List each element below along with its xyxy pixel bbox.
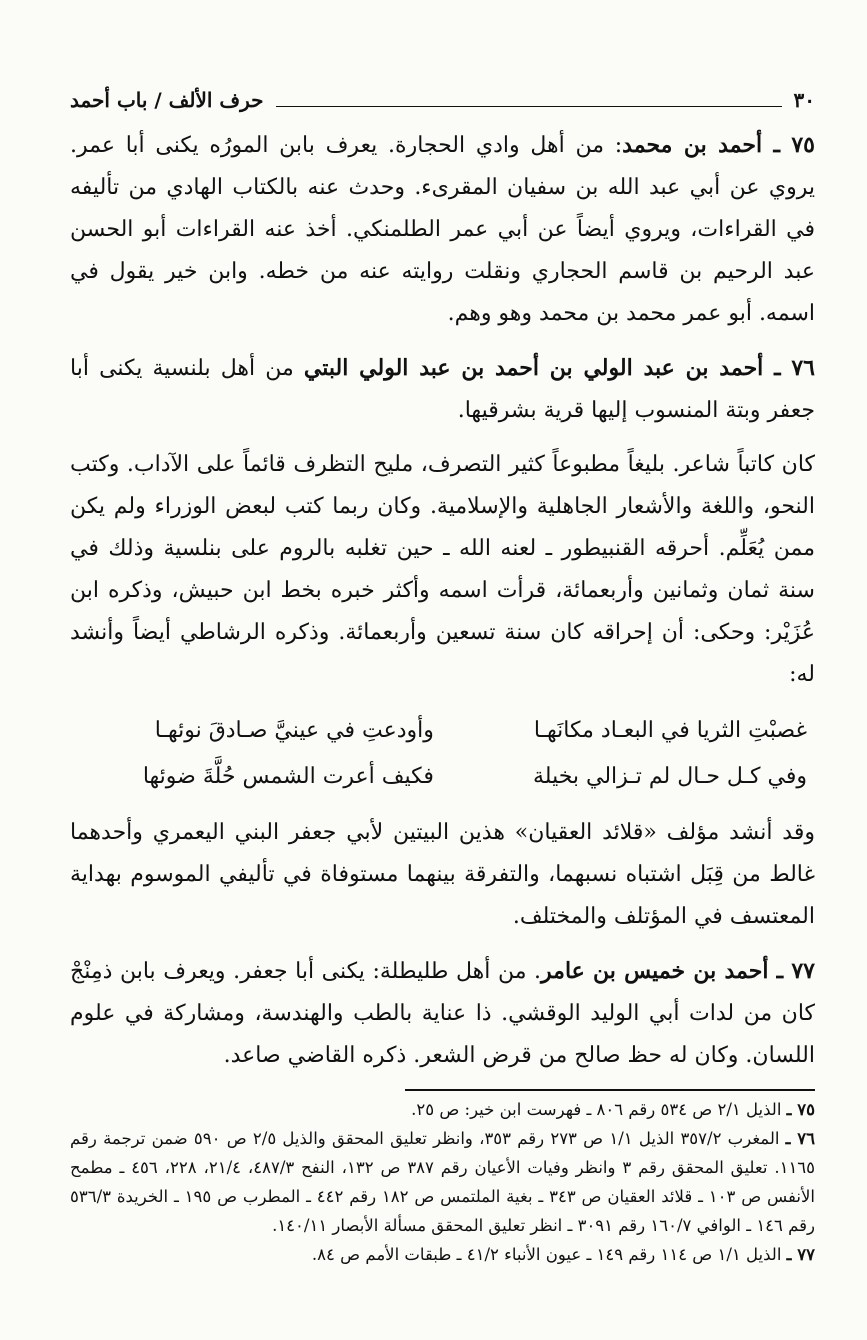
- page-number: ٣٠: [793, 88, 815, 112]
- entry-75: [70, 124, 815, 335]
- running-title: حرف الألف / باب أحمد: [70, 88, 264, 112]
- verse-first-hemistich: وفي كـل حـال لم تـزالي بخيلة: [532, 764, 807, 789]
- entry-text: من أهل بلنسية يكنى أبا جعفر وبتة المنسوب إليها قرية بشرقيها.: [70, 356, 815, 423]
- footnote-number: ٧٦ ـ: [785, 1129, 815, 1148]
- entry-text: : من أهل وادي الحجارة. يعرف بابن المورُه يكنى أبا عمر. يروي عن أبي عبد الله بن سفيان المقرىء. وحدث عنه بالكتاب الهادي من تأليفه في القراءات، ويروي أيضاً عن أبي عمر الطلمنكي. أخذ عنه القراءات أبو الحسن عبد الرحيم بن قاسم الحجاري ونقلت روايته عنه من خطه. وابن خير يقول في اسمه. أبو عمر محمد بن محمد وهو وهم.: [70, 133, 815, 326]
- entry-76: [70, 347, 815, 432]
- header-rule: [276, 106, 782, 107]
- entry-text: . من أهل طليطلة: يكنى أبا جعفر. ويعرف بابن ذمِنْجْ كان من لدات أبي الوليد الوقشي. ذا عناية بالطب والهندسة، ومشاركة في علوم اللسان. وكان له حظ صالح من قرض الشعر. ذكره القاضي صاعد.: [70, 959, 815, 1068]
- footnote-rule: [405, 1089, 815, 1091]
- footnote-number: ٧٧ ـ: [786, 1245, 815, 1264]
- footnote: [70, 1095, 815, 1124]
- page-header: [70, 82, 815, 118]
- entry-76-note: وقد أنشد مؤلف «قلائد العقيان» هذين البيتين لأبي جعفر البني اليعمري وأحدهما غالط من قِبَل اشتباه نسبهما، والتفرقة بينهما مستوفاة في تأليفي الموسوم بهداية المعتسف في المؤتلف والمختلف.: [70, 820, 815, 929]
- entry-76-paragraph: كان كاتباً شاعر. بليغاً مطبوعاً كثير التصرف، مليح التظرف قائماً على الآداب. وكتب النحو، واللغة والأشعار الجاهلية والإسلامية. وكان ربما كتب لبعض الوزراء ولم يكن ممن يُعَلِّم. أحرقه القنبيطور ـ لعنه الله ـ حين تغلبه بالروم على بنلسية وذلك في سنة ثمان وثمانين وأربعمائة، قرأت اسمه وأكثر خبره بخط ابن حبيش، وذكره ابن عُزَيْر: وحكى: أن إحراقه كان سنة تسعين وأربعمائة. وذكره الرشاطي أيضاً وأنشد له:: [70, 452, 815, 687]
- verse-second-hemistich: وأودعتِ في عينيَّ صـادقَ نوئهـا: [154, 718, 434, 743]
- entry-77: [70, 950, 815, 1077]
- entry-heading: ٧٦ ـ أحمد بن عبد الولي بن أحمد بن عبد الولي البتي: [303, 355, 815, 381]
- footnote-text: المغرب ٣٥٧/٢ الذيل ١/١ ص ٢٧٣ رقم ٣٥٣، وانظر تعليق المحقق والذيل ٢/٥ ص ٥٩٠ ضمن ترجمة رقم ١١٦٥. تعليق المحقق رقم ٣ وانظر وفيات الأعيان رقم ٣٨٧ ص ١٣٢، النفح ٤٨٧/٣، ٢١/٤، ٢٢٨، ٤٥٦ ـ مطمح الأنفس ص ١٠٣ ـ قلائد العقيان ص ٣٤٣ ـ بغية الملتمس ص ١٨٢ رقم ٤٤٢ ـ المطرب ص ١٩٥ ـ الخريدة ٥٣٦/٣ رقم ١٤٦ ـ الوافي ١٦٠/٧ رقم ٣٠٩١ ـ انظر تعليق المحقق مسألة الأبصار ١٤٠/١١.: [70, 1129, 816, 1235]
- poem-verse: [70, 754, 815, 800]
- poem: [70, 708, 815, 800]
- verse-first-hemistich: غصبْتِ الثريا في البعـاد مكانَهـا: [533, 718, 807, 743]
- footnote: [70, 1240, 815, 1269]
- footnote-number: ٧٥ ـ: [786, 1100, 815, 1119]
- entry-heading: ٧٥ ـ أحمد بن محمد: [622, 132, 815, 158]
- footnote-text: الذيل ١/١ ص ١١٤ رقم ١٤٩ ـ عيون الأنباء ٤١/٢ ـ طبقات الأمم ص ٨٤.: [311, 1245, 782, 1264]
- footnote: [70, 1124, 815, 1240]
- footnote-text: الذيل ٢/١ ص ٥٣٤ رقم ٨٠٦ ـ فهرست ابن خير: ص ٢٥.: [411, 1100, 782, 1119]
- verse-second-hemistich: فكيف أعرت الشمس حُلَّةَ ضوئها: [142, 764, 434, 789]
- entry-heading: ٧٧ ـ أحمد بن خميس بن عامر: [541, 958, 815, 984]
- poem-verse: [70, 708, 815, 754]
